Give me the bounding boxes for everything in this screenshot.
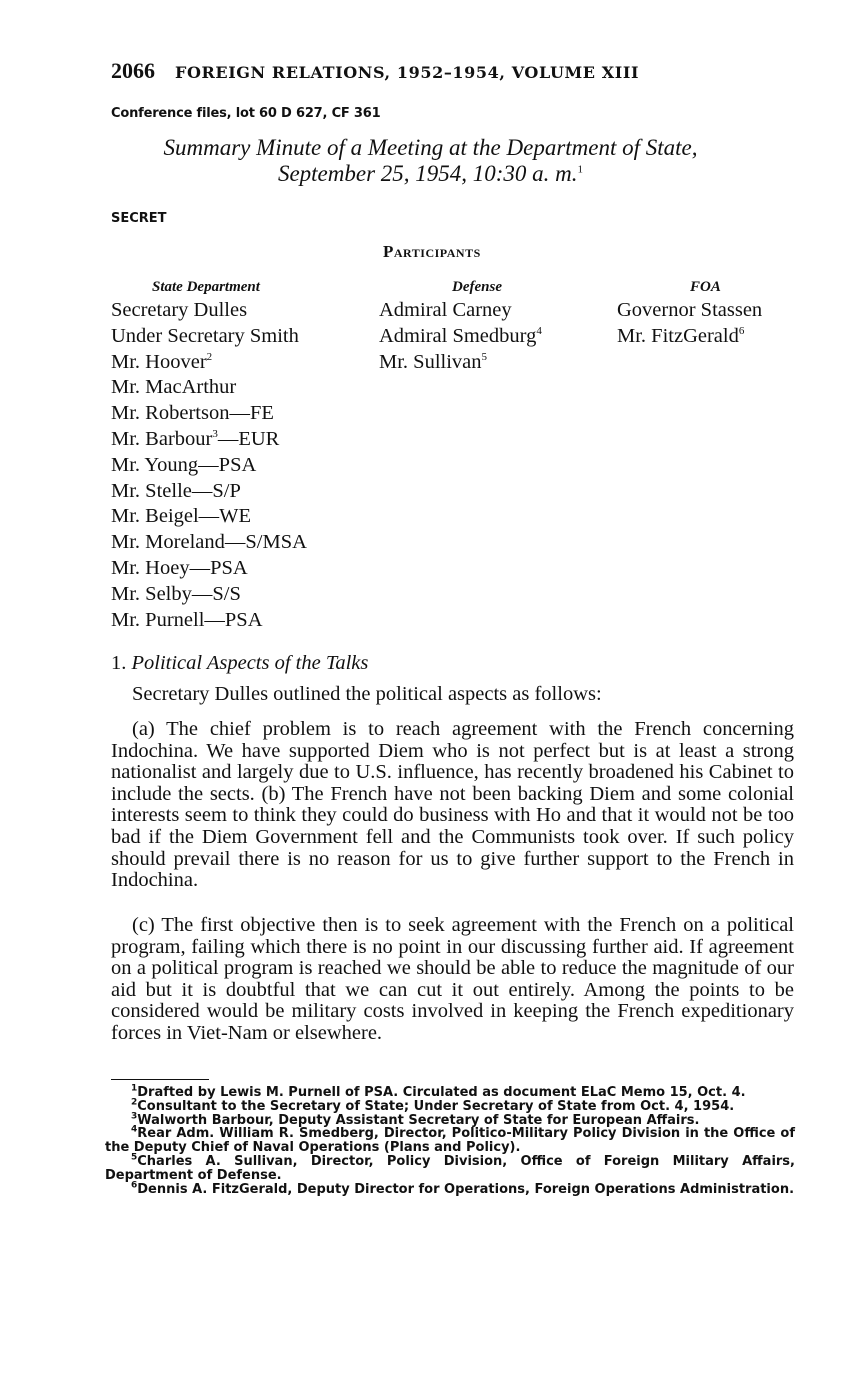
defense-list — [379, 298, 542, 375]
participant-name: Mr. FitzGerald$^6$ — [617, 324, 745, 347]
participant-name: Mr. Young—PSA — [111, 453, 257, 476]
section-heading — [111, 652, 368, 675]
footnote-6: $^6$Dennis A. FitzGerald, Deputy Director for Operations, Foreign Operations Administration. — [131, 1180, 795, 1197]
footnote-4: $^4$Rear Adm. William R. Smedberg, Director, Politico-Military Policy Division in the Office of the Deputy Chief of Naval Operations (Plans and Policy). — [105, 1125, 795, 1156]
footnote-rule — [111, 1079, 209, 1080]
classification-marking: SECRET — [111, 211, 167, 226]
source-note: Conference files, lot 60 D 627, CF 361 — [111, 106, 381, 121]
footnote-1: $^1$Drafted by Lewis M. Purnell of PSA. Circulated as document ELaC Memo 15, Oct. 4. — [131, 1083, 746, 1100]
running-header — [111, 58, 639, 84]
participant-name: Mr. Moreland—S/MSA — [111, 531, 307, 554]
participant-name: Under Secretary Smith — [111, 324, 299, 347]
foa-heading: FOA — [690, 279, 721, 295]
participant-name: Mr. Sullivan$^5$ — [379, 350, 488, 373]
participant-name: Mr. Beigel—WE — [111, 505, 252, 528]
section-title: Political Aspects of the Talks — [131, 652, 369, 674]
participant-name: Mr. Barbour$^3$—EUR — [111, 427, 280, 450]
body-paragraph-c: (c) The first objective then is to seek agreement with the French on a political program, failing which there is no point in our discussing further aid. If agreement on a political program is reached we should be able to reduce the magnitude of our aid but it is doubtful that we can cut it out entirely. Among the points to be considered would be military costs involved in keeping the French expeditionary forces in Viet-Nam or elsewhere. — [111, 914, 794, 1044]
title-footnote-ref: 1 — [577, 163, 584, 176]
footnote-ref: 6 — [738, 324, 745, 337]
participant-name: Mr. Hoover$^2$ — [111, 350, 213, 373]
footnote-ref: 5 — [481, 350, 488, 363]
footnote-ref: 2 — [206, 350, 213, 363]
footnote-2: $^2$Consultant to the Secretary of State; Under Secretary of State from Oct. 4, 1954. — [131, 1097, 735, 1114]
participant-name: Admiral Carney — [379, 299, 512, 321]
document-title-line2 — [0, 161, 861, 187]
participant-name: Mr. Robertson—FE — [111, 402, 274, 425]
page-number: 2066 — [111, 58, 155, 83]
participant-name: Governor Stassen — [617, 299, 763, 321]
footnotes — [105, 1083, 795, 1197]
document-title-line1: Summary Minute of a Meeting at the Department of State, — [163, 135, 698, 160]
participant-name: Mr. Stelle—S/P — [111, 479, 241, 502]
participant-name: Admiral Smedburg$^4$ — [379, 324, 542, 347]
participant-name: Mr. MacArthur — [111, 376, 237, 399]
participant-name: Mr. Hoey—PSA — [111, 556, 248, 579]
footnote-ref: 3 — [212, 428, 218, 441]
section-number: 1. — [111, 652, 127, 674]
participants-heading: Participants — [383, 242, 481, 261]
document-title-date: September 25, 1954, 10:30 a. m. — [277, 161, 578, 186]
participant-name: Mr. Purnell—PSA — [111, 608, 263, 631]
body-intro: Secretary Dulles outlined the political aspects as follows: — [132, 683, 602, 705]
running-title: FOREIGN RELATIONS, 1952–1954, VOLUME XIII — [175, 63, 640, 82]
participant-name: Mr. Selby—S/S — [111, 582, 241, 605]
defense-heading: Defense — [452, 279, 502, 295]
foa-list — [617, 298, 762, 350]
participant-name: Secretary Dulles — [111, 299, 248, 321]
footnote-ref: 4 — [536, 324, 542, 337]
footnote-5: $^5$Charles A. Sullivan, Director, Policy Division, Office of Foreign Military Affairs, Department of Defense. — [105, 1152, 795, 1183]
state-department-heading: State Department — [152, 279, 260, 295]
footnote-3: $^3$Walworth Barbour, Deputy Assistant Secretary of State for European Affairs. — [131, 1111, 700, 1128]
state-department-list — [111, 298, 307, 633]
body-paragraph-a-b: (a) The chief problem is to reach agreement with the French concerning Indochina. We have supported Diem who is not perfect but is at least a strong nationalist and largely due to U.S. influence, has recently broadened his Cabinet to include the sects. (b) The French have not been backing Diem and some colonial interests seem to think they could do business with Ho and that it would not be too bad if the Diem Government fell and the Communists took over. If such policy should prevail there is no reason for us to give further support to the French in Indochina. — [111, 718, 794, 892]
